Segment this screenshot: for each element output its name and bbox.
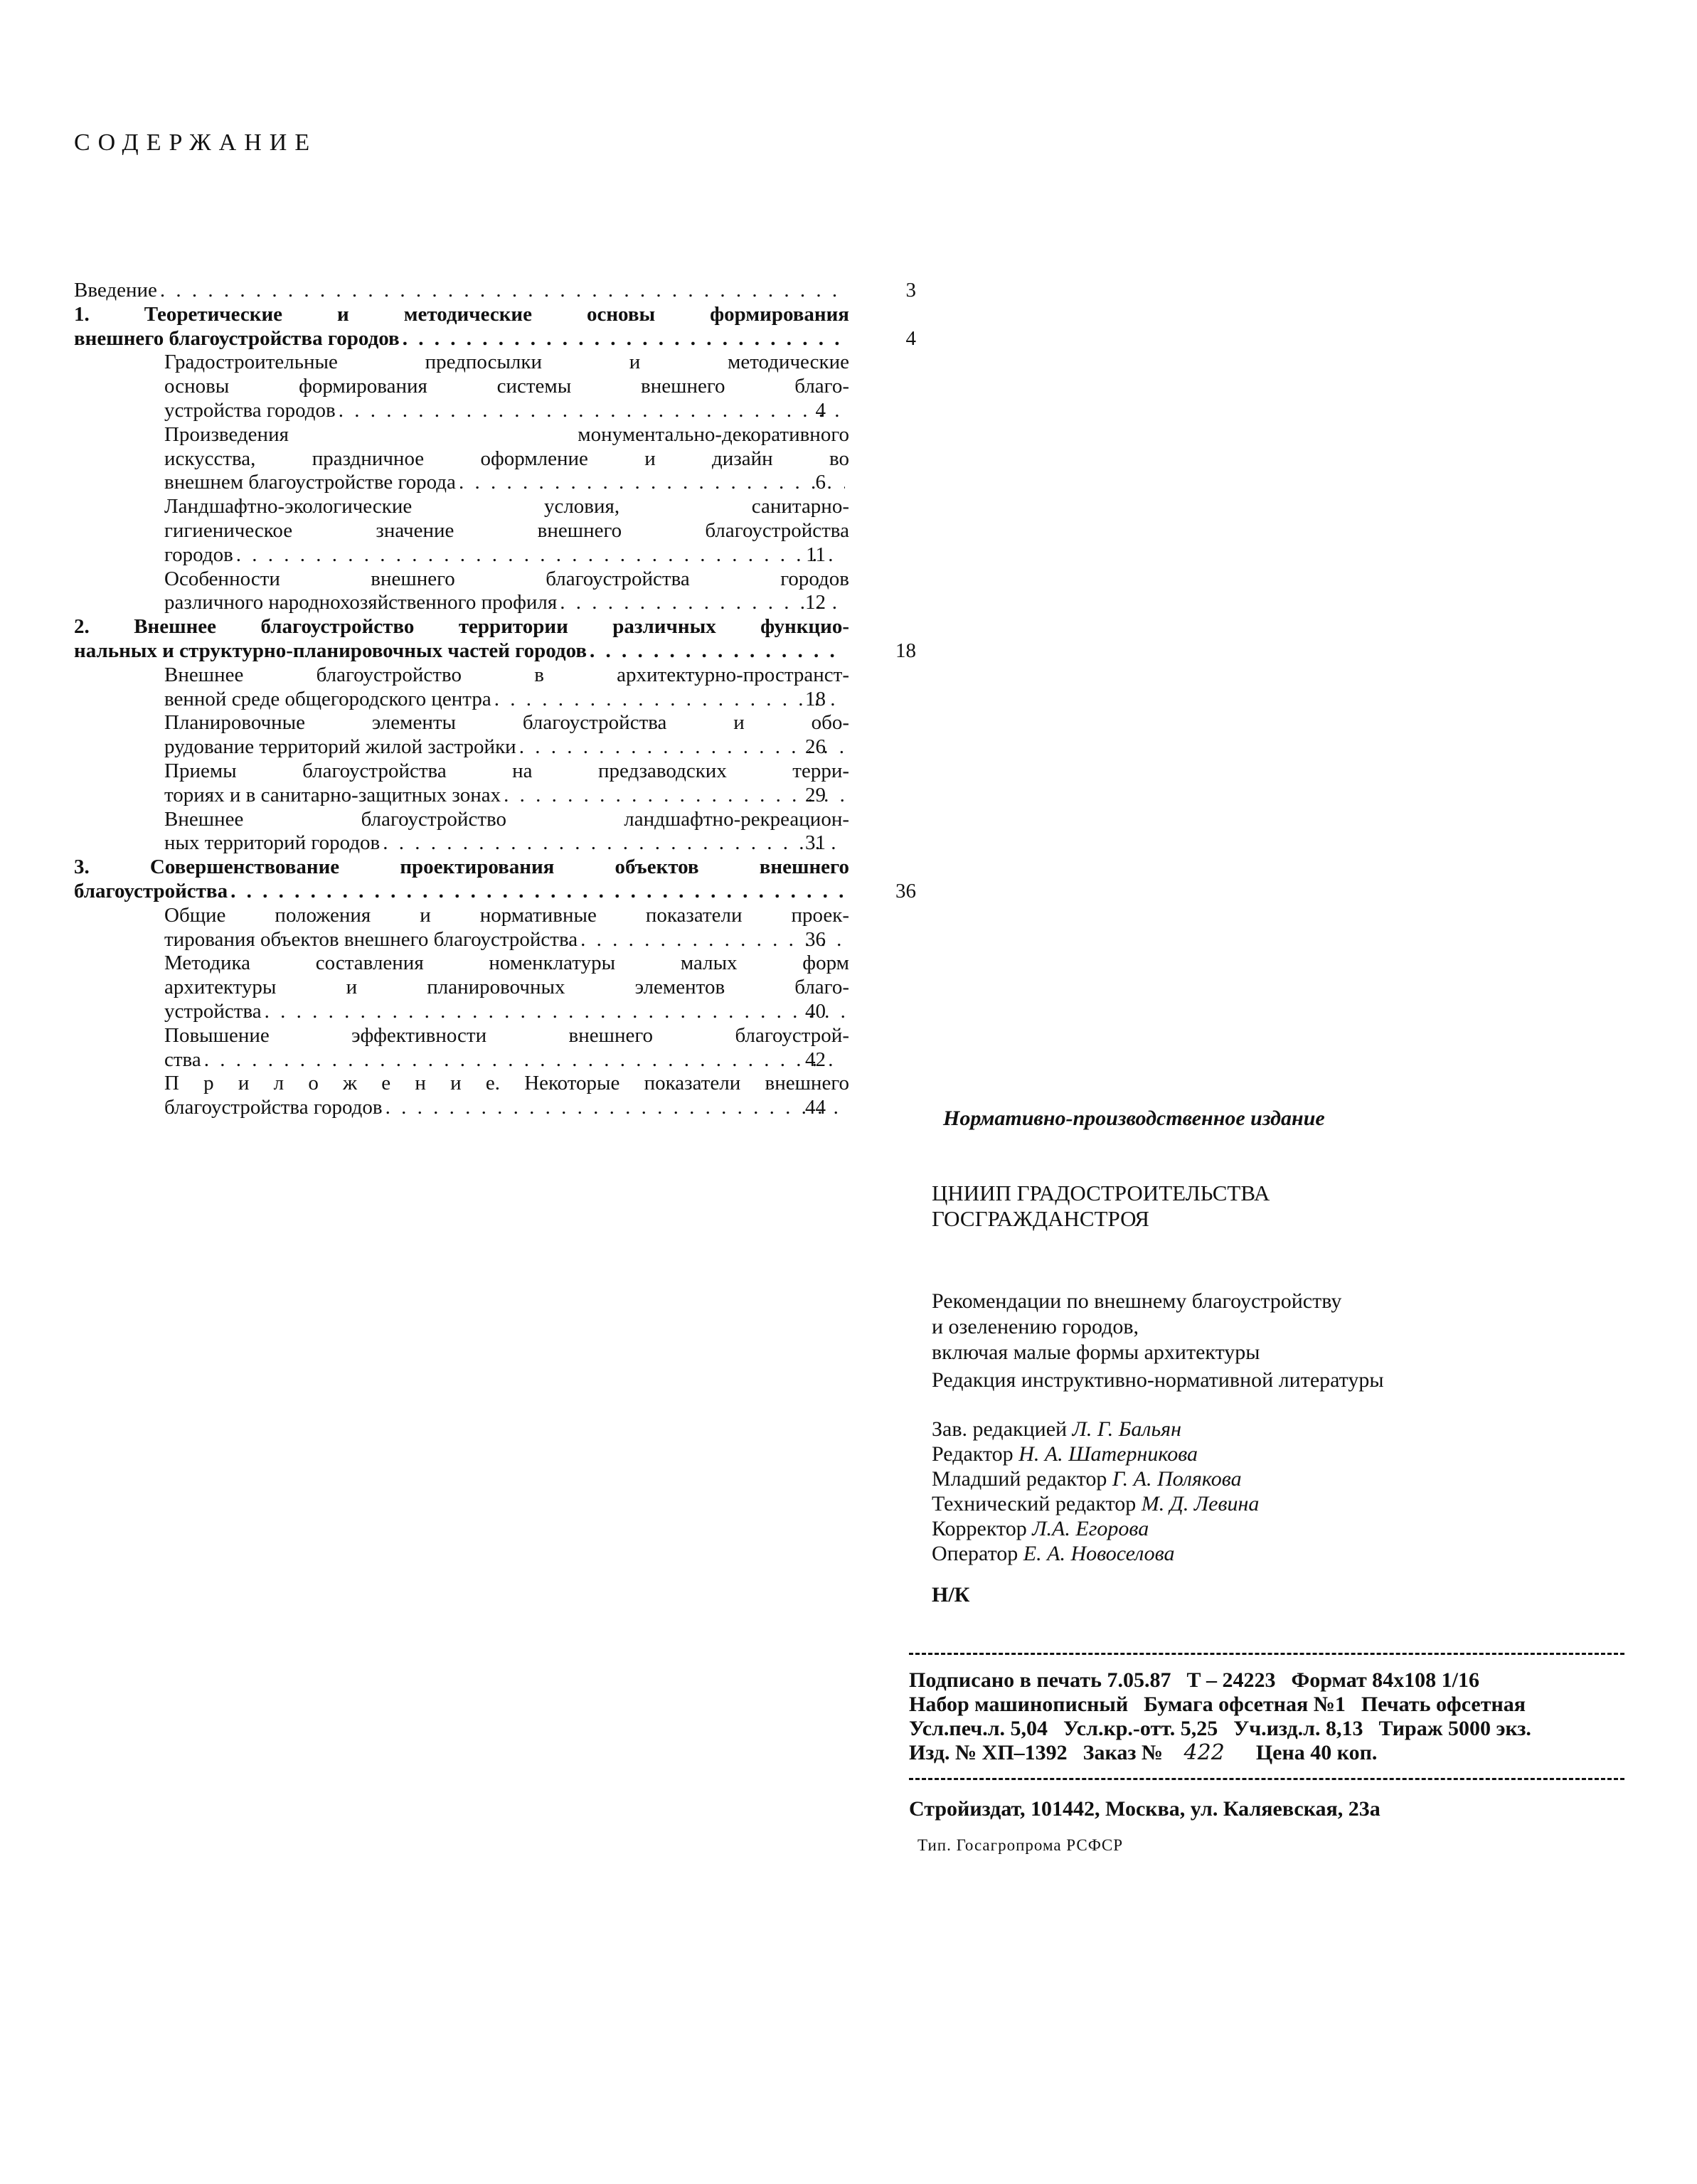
toc-entry-line [164,1000,849,1024]
toc-entry-text: венной среде общегородского центра [164,687,491,710]
imprint-row [909,1741,1634,1765]
dashed-rule-top [909,1653,1624,1655]
toc-entry-line [164,471,849,495]
toc-entry-line [74,639,916,664]
toc-entry [74,904,849,952]
toc-entry-line [74,326,916,351]
toc-entry-line [74,303,849,327]
toc-entry-line [164,976,849,1000]
dot-leader [590,639,845,664]
toc-entry-text: 3. Совершенствование проектирования объектов внешнего [74,856,849,879]
toc-entry-text: благоустройства городов [164,1096,383,1119]
toc-entry-text: внешнем благоустройстве города [164,471,456,494]
staff-name: Л.А. Егорова [1032,1517,1149,1540]
toc-entry-line [164,711,849,735]
toc-entry-line [164,735,849,760]
toc-page-number: 6 [815,471,826,494]
toc-entry-text: нальных и структурно-планировочных частей городов [74,639,587,662]
title-line: включая малые формы архитектуры [932,1341,1260,1364]
toc-entry [74,952,849,1023]
toc-entry [74,351,849,422]
printing-house: Тип. Госагропрома РСФСР [917,1836,1124,1854]
staff-role: Технический редактор [932,1492,1137,1516]
toc-page-number: 36 [805,927,826,951]
staff-line [932,1466,1259,1491]
toc-entry-text: 1. Теоретические и методические основы формирования [74,302,849,326]
imprint-order [1083,1741,1240,1765]
toc-entry-text: Методика составления номенклатуры малых форм [164,952,849,975]
toc-entry [74,495,849,567]
toc-entry-text: Повышение эффективности внешнего благоустрой- [164,1023,849,1047]
toc-entry-text: 2. Внешнее благоустройство территории различных функцио- [74,615,849,639]
staff-line [932,1491,1259,1516]
dot-leader [459,471,845,495]
staff-line [932,1516,1259,1541]
toc-page-number: 12 [805,591,826,614]
toc-page-number: 4 [905,326,916,350]
toc-entry-text: гигиеническое значение внешнего благоустройства [164,518,849,542]
toc-entry-text: различного народнохозяйственного профиля [164,591,558,614]
contents-heading: СОДЕРЖАНИЕ [74,129,318,156]
staff-role: Редактор [932,1442,1014,1466]
toc-entry-line [164,1048,849,1072]
toc-entry [74,423,849,495]
dot-leader [339,399,845,423]
toc-entry-line [164,952,849,976]
toc-page-number: 44 [805,1096,826,1119]
imprint-color-prints: Усл.кр.-отт. 5,25 [1063,1717,1218,1740]
imprint-order-number: 422 [1183,1740,1225,1765]
imprint-code: Т – 24223 [1186,1668,1276,1692]
staff-name: М. Д. Левина [1141,1492,1260,1516]
toc-entry-line [74,856,849,880]
toc-entry-text: Внешнее благоустройство ландшафтно-рекреацион- [164,807,849,831]
toc-entry-text: основы формирования системы внешнего благо- [164,375,849,398]
staff-role: Зав. редакцией [932,1417,1068,1441]
staff-line [932,1417,1259,1442]
toc-page-number: 4 [815,398,826,422]
toc-page-number: 29 [805,783,826,806]
toc-entry-text: ториях и в санитарно-защитных зонах [164,783,501,806]
toc-entry [74,1072,849,1120]
imprint-typesetting: Набор машинописный [909,1693,1129,1716]
toc-entry-line [164,1024,849,1048]
dot-leader [383,831,845,856]
toc-entry-line [164,664,849,688]
dashed-rule-bottom [909,1778,1624,1780]
imprint-edition-number: Изд. № ХП–1392 [909,1741,1068,1764]
organization-line: ГОСГРАЖДАНСТРОЯ [932,1206,1149,1231]
toc-page-number: 31 [805,831,826,855]
organization-line: ЦНИИП ГРАДОСТРОИТЕЛЬСТВА [932,1181,1270,1205]
toc-entry-line [74,279,916,303]
imprint-publisher-sheets: Уч.изд.л. 8,13 [1233,1717,1363,1740]
staff-role: Корректор [932,1517,1027,1540]
toc-entry-line [164,519,849,543]
toc-page-number: 11 [806,543,826,566]
imprint-row [909,1668,1634,1693]
imprint-row [909,1693,1634,1717]
publisher-address: Стройиздат, 101442, Москва, ул. Каляевская, 23а [909,1797,1381,1821]
dot-leader [236,543,845,568]
toc-entry-text: Введение [74,279,157,302]
toc-entry-text: тирования объектов внешнего благоустройства [164,927,578,951]
toc-entry [74,279,916,303]
editorial-department: Редакция инструктивно-нормативной литературы [932,1368,1384,1392]
staff-line [932,1541,1259,1566]
imprint-row [909,1717,1634,1741]
toc-entry-line [164,1096,849,1120]
staff-name: Г. А. Полякова [1112,1467,1242,1491]
toc-entry-text: Градостроительные предпосылки и методические [164,351,849,374]
toc-entry-text: Общие положения и нормативные показатели проек- [164,903,849,927]
toc-entry [74,856,916,904]
toc-entry-line [164,688,849,712]
toc-entry-line [164,760,849,784]
toc-entry-line [164,399,849,423]
toc-entry [74,664,849,712]
toc-entry-line [164,351,849,375]
toc-entry-line [164,1072,849,1096]
toc-page-number: 36 [895,879,916,902]
toc-entry-text: Произведения монументально-декоративного [164,422,849,446]
toc-page-number: 42 [805,1048,826,1071]
toc-entry-line [164,808,849,832]
toc-entry-text: Ландшафтно-экологические условия, санитарно- [164,495,849,518]
toc-page-number: 26 [805,735,826,759]
toc-entry-line [74,879,916,904]
dot-leader [385,1096,845,1120]
nk-mark: Н/К [932,1583,970,1607]
toc-entry-text: Внешнее благоустройство в архитектурно-пространст- [164,663,849,686]
toc-entry [74,760,849,808]
toc-entry-text: Планировочные элементы благоустройства и обо- [164,711,849,735]
organization [932,1181,1270,1232]
toc-entry-text: устройства городов [164,398,336,422]
toc-page-number: 18 [895,639,916,662]
toc-entry-line [164,904,849,928]
toc-entry-line [74,615,849,639]
toc-entry-text: благоустройства [74,879,228,902]
toc-entry-line [164,568,849,592]
toc-entry [74,808,849,856]
toc-entry-text: рудование территорий жилой застройки [164,735,516,759]
toc-entry-line [164,543,849,568]
toc-entry-text: городов [164,543,233,566]
staff-role: Младший редактор [932,1467,1107,1491]
title-line: и озеленению городов, [932,1315,1139,1338]
imprint-format: Формат 84x108 1/16 [1291,1668,1480,1692]
dot-leader [265,1000,845,1024]
staff-name: Л. Г. Бальян [1072,1417,1181,1441]
table-of-contents [74,279,916,1120]
toc-entry-text: Приемы благоустройства на предзаводских терри- [164,759,849,782]
toc-entry-text: искусства, праздничное оформление и дизайн во [164,447,849,470]
toc-page-number: 18 [805,687,826,710]
dot-leader [230,880,845,904]
toc-entry-line [164,495,849,519]
imprint-print-run: Тираж 5000 экз. [1378,1717,1531,1740]
staff-name: Е. А. Новоселова [1023,1542,1175,1565]
staff-line [932,1442,1259,1466]
toc-entry-line [164,375,849,399]
toc-entry-text: устройства [164,999,262,1023]
title-line: Рекомендации по внешнему благоустройству [932,1289,1342,1313]
dot-leader [204,1048,845,1072]
dot-leader [403,327,845,351]
imprint-printing: Печать офсетная [1361,1693,1526,1716]
dot-leader [160,279,845,303]
toc-entry-line [164,423,849,447]
toc-entry-line [164,447,849,472]
toc-entry-line [164,591,849,615]
imprint-printed-sheets: Усл.печ.л. 5,04 [909,1717,1048,1740]
edition-type: Нормативно-производственное издание [943,1107,1325,1130]
imprint-block [909,1668,1634,1765]
toc-entry-text: ства [164,1048,201,1071]
toc-entry-text: архитектуры и планировочных элементов благо- [164,976,849,999]
toc-entry [74,711,849,760]
toc-entry [74,1024,849,1072]
imprint-paper: Бумага офсетная №1 [1144,1693,1346,1716]
staff-name: Н. А. Шатерникова [1018,1442,1198,1466]
toc-entry-line [164,831,849,856]
toc-entry [74,568,849,616]
toc-entry-text: П р и л о ж е н и е. Некоторые показатели внешнего [164,1072,849,1095]
editorial-staff [932,1417,1259,1566]
toc-entry-line [164,928,849,952]
imprint-signed: Подписано в печать 7.05.87 [909,1668,1171,1692]
toc-entry-text: Особенности внешнего благоустройства городов [164,567,849,590]
toc-entry-line [164,784,849,808]
toc-entry-text: внешнего благоустройства городов [74,326,400,350]
book-title [932,1289,1341,1365]
toc-page-number: 40 [805,999,826,1023]
toc-entry-text: ных территорий городов [164,831,381,855]
imprint-price: Цена 40 коп. [1255,1741,1378,1764]
toc-entry [74,302,916,351]
staff-role: Оператор [932,1542,1018,1565]
toc-entry [74,615,916,664]
imprint-order-label: Заказ № [1082,1741,1164,1764]
toc-page-number: 3 [905,279,916,302]
